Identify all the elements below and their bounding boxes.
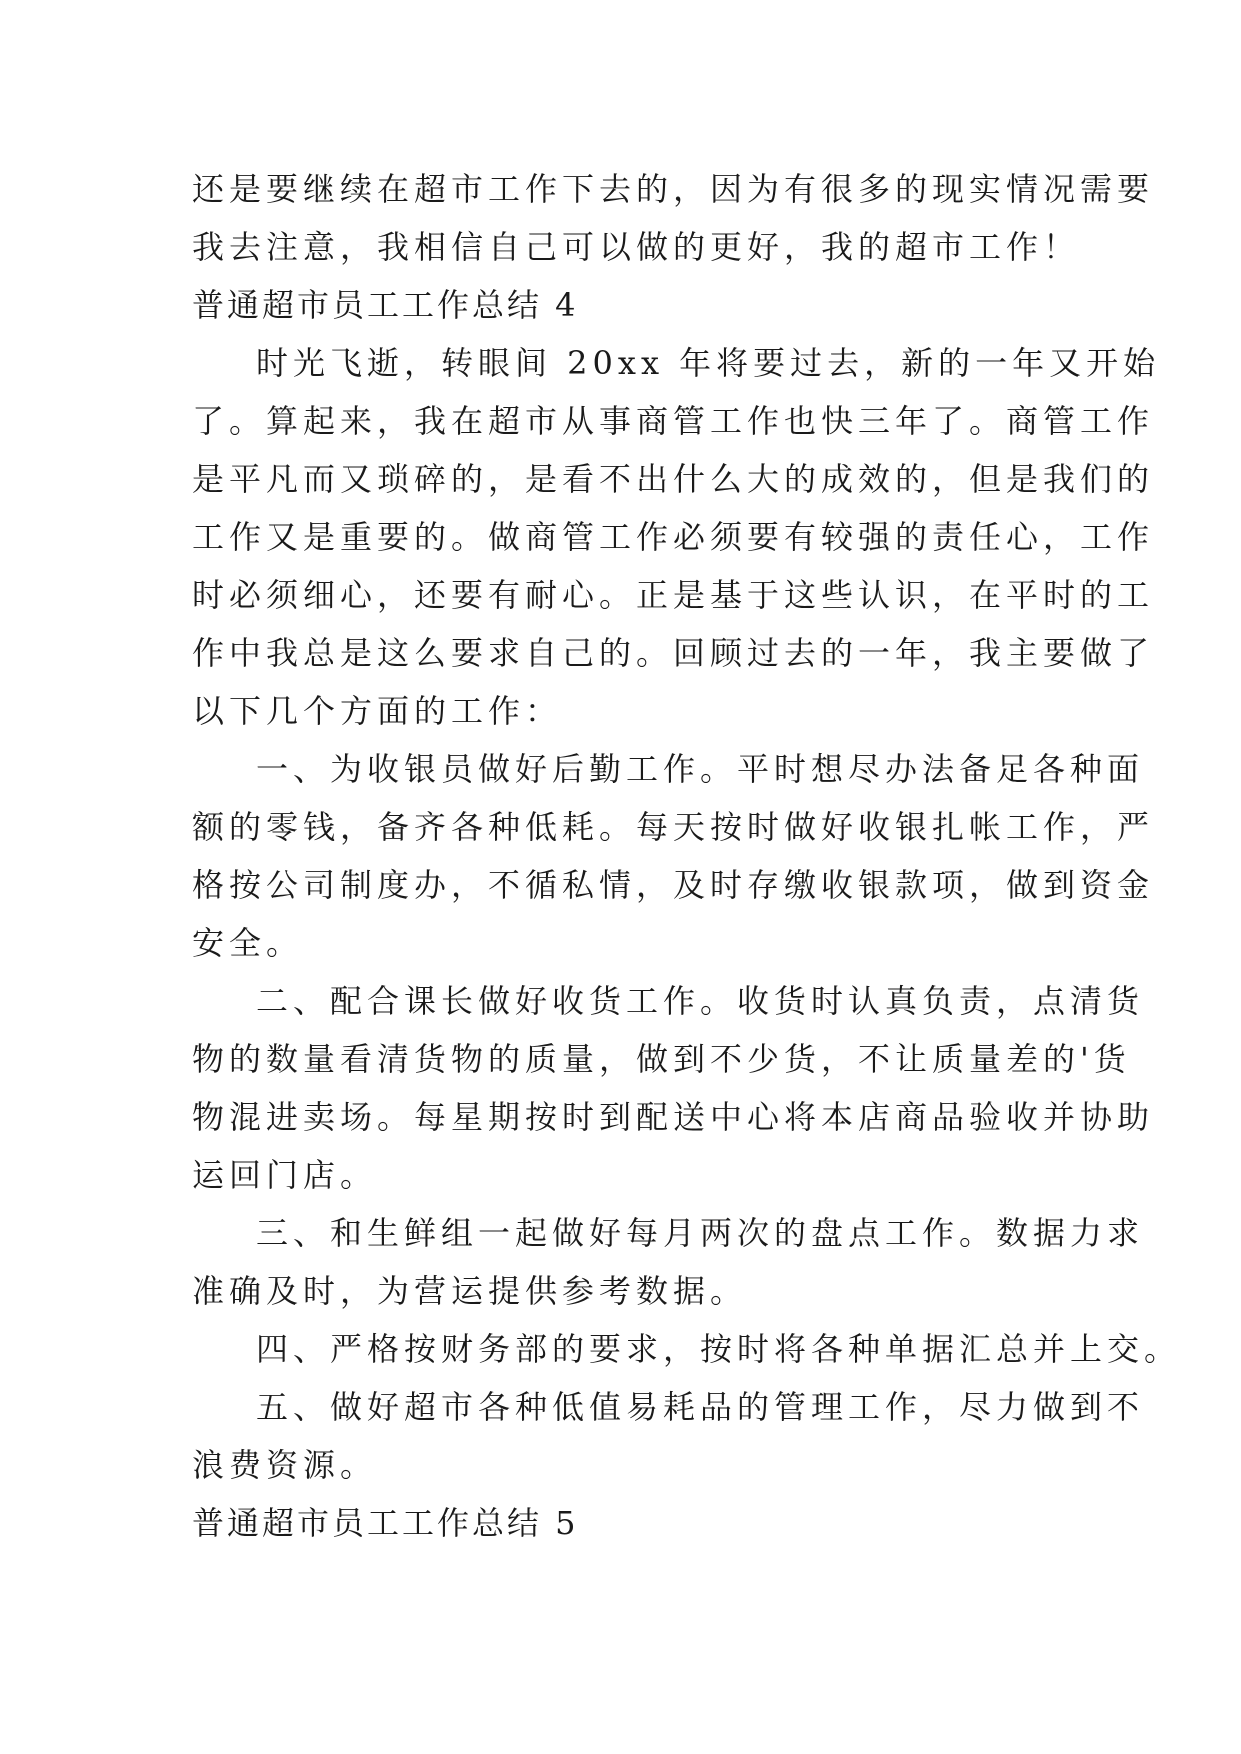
paragraph-line: 物混进卖场。每星期按时到配送中心将本店商品验收并协助 [192,1098,1155,1136]
paragraph-line: 了。算起来，我在超市从事商管工作也快三年了。商管工作 [192,402,1155,440]
paragraph-line: 工作又是重要的。做商管工作必须要有较强的责任心，工作 [192,518,1155,556]
paragraph-line: 以下几个方面的工作： [192,692,563,730]
paragraph-line: 物的数量看清货物的质量，做到不少货，不让质量差的'货 [192,1040,1131,1078]
section-heading: 普通超市员工工作总结 5 [192,1504,579,1542]
paragraph-line: 额的零钱，备齐各种低耗。每天按时做好收银扎帐工作，严 [192,808,1155,846]
section-heading: 普通超市员工工作总结 4 [192,286,579,324]
paragraph-line: 格按公司制度办，不循私情，及时存缴收银款项，做到资金 [192,866,1155,904]
paragraph-line: 准确及时，为营运提供参考数据。 [192,1272,748,1310]
paragraph-line: 五、做好超市各种低值易耗品的管理工作，尽力做到不 [256,1388,1145,1426]
paragraph-line: 作中我总是这么要求自己的。回顾过去的一年，我主要做了 [192,634,1155,672]
paragraph-line: 时光飞逝，转眼间 20xx 年将要过去，新的一年又开始 [256,344,1161,382]
paragraph-line: 一、为收银员做好后勤工作。平时想尽办法备足各种面 [256,750,1145,788]
paragraph-line: 四、严格按财务部的要求，按时将各种单据汇总并上交。 [256,1330,1182,1368]
document-page [192,160,1182,1552]
paragraph-line: 运回门店。 [192,1156,378,1194]
paragraph-line: 二、配合课长做好收货工作。收货时认真负责，点清货 [256,982,1145,1020]
paragraph-line: 三、和生鲜组一起做好每月两次的盘点工作。数据力求 [256,1214,1145,1252]
paragraph-line: 我去注意，我相信自己可以做的更好，我的超市工作！ [192,228,1081,266]
paragraph-line: 还是要继续在超市工作下去的，因为有很多的现实情况需要 [192,170,1155,208]
paragraph-line: 是平凡而又琐碎的，是看不出什么大的成效的，但是我们的 [192,460,1155,498]
paragraph-line: 浪费资源。 [192,1446,378,1484]
document-body [192,160,1182,1552]
paragraph-line: 安全。 [192,924,304,962]
paragraph-line: 时必须细心，还要有耐心。正是基于这些认识，在平时的工 [192,576,1155,614]
